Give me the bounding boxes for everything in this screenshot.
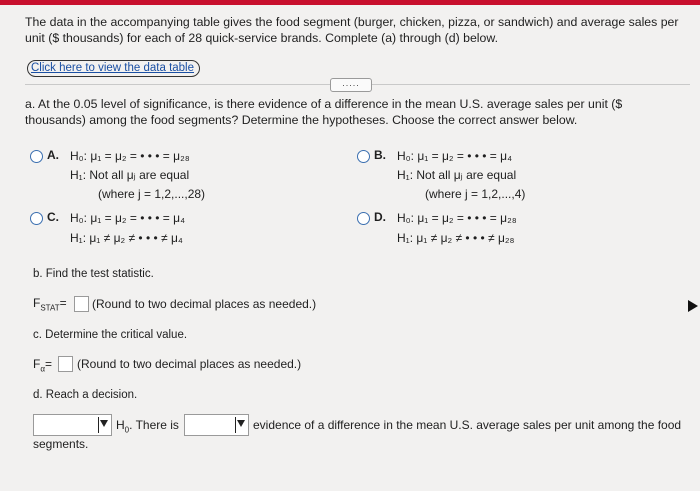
falpha-input[interactable] <box>58 356 73 372</box>
option-d-h0: H₀: μ₁ = μ₂ = • • • = μ₂₈ <box>397 211 517 225</box>
decision-divider <box>98 417 99 433</box>
fstat-hint: (Round to two decimal places as needed.) <box>92 297 317 311</box>
option-b-h0: H₀: μ₁ = μ₂ = • • • = μ₄ <box>397 149 512 163</box>
fstat-eq: = <box>59 296 67 310</box>
option-d-h1: H₁: μ₁ ≠ μ₂ ≠ • • • ≠ μ₂₈ <box>397 231 515 245</box>
part-b-prompt: b. Find the test statistic. <box>33 268 154 280</box>
option-b-letter: B. <box>374 148 386 162</box>
falpha-hint: (Round to two decimal places as needed.) <box>77 357 302 371</box>
falpha-sub: α <box>40 364 45 374</box>
option-a-h1: H₁: Not all μⱼ are equal <box>70 168 190 182</box>
option-b-h1: H₁: Not all μⱼ are equal <box>397 168 517 182</box>
option-b-radio[interactable] <box>357 150 370 163</box>
falpha-label <box>33 357 52 373</box>
part-a-question: a. At the 0.05 level of significance, is there evidence of a difference in the mean U.S. average sales per unit ($ thousands) among the food segments? Determine the hypotheses. Choose the correct answer below. <box>25 97 623 127</box>
there-is-text: . There is <box>129 418 179 432</box>
part-c-prompt: c. Determine the critical value. <box>33 329 188 341</box>
option-a-note: (where j = 1,2,...,28) <box>98 187 206 201</box>
expand-more-button[interactable]: ..... <box>330 78 372 92</box>
part-d-prompt: d. Reach a decision. <box>33 389 138 401</box>
fstat-label <box>33 296 67 312</box>
option-a-radio[interactable] <box>30 150 43 163</box>
falpha-eq: = <box>44 357 52 371</box>
option-d-letter: D. <box>374 210 386 224</box>
h0-sub: 0 <box>124 425 130 435</box>
mouse-pointer-icon <box>688 300 698 312</box>
option-a-h0: H₀: μ₁ = μ₂ = • • • = μ₂₈ <box>70 149 190 163</box>
option-a-label <box>47 148 69 163</box>
evidence-tail: evidence of a difference in the mean U.S. average sales per unit among the food <box>253 418 682 432</box>
fstat-var: F <box>33 296 41 310</box>
problem-intro: The data in the accompanying table gives the food segment (burger, chicken, pizza, or sandwich) and average sales per unit ($ thousands) for each of 28 quick-service brands. Complete (a) through (d) below. <box>25 15 679 45</box>
evidence-dropdown[interactable] <box>184 414 249 436</box>
option-b-label <box>374 148 396 163</box>
decision-dropdown[interactable] <box>33 414 112 436</box>
option-d-radio[interactable] <box>357 212 370 225</box>
top-accent-bar <box>0 0 700 5</box>
chevron-down-icon <box>100 420 108 427</box>
option-c-label <box>47 210 69 225</box>
option-d-label <box>374 210 396 225</box>
option-a-letter: A. <box>47 148 59 162</box>
option-c-letter: C. <box>47 210 59 224</box>
h0-symbol: H <box>116 418 125 432</box>
option-c-radio[interactable] <box>30 212 43 225</box>
chevron-down-icon <box>237 420 245 427</box>
evidence-tail-2: segments. <box>33 437 89 451</box>
fstat-input[interactable] <box>74 296 89 312</box>
option-c-h1: H₁: μ₁ ≠ μ₂ ≠ • • • ≠ μ₄ <box>70 231 183 245</box>
evidence-divider <box>235 417 236 433</box>
option-b-note: (where j = 1,2,...,4) <box>425 187 526 201</box>
fstat-sub: STAT <box>40 303 60 313</box>
option-c-h0: H₀: μ₁ = μ₂ = • • • = μ₄ <box>70 211 185 225</box>
view-data-table-link[interactable]: Click here to view the data table <box>27 60 200 77</box>
decision-text <box>116 418 179 434</box>
falpha-var: F <box>33 357 41 371</box>
